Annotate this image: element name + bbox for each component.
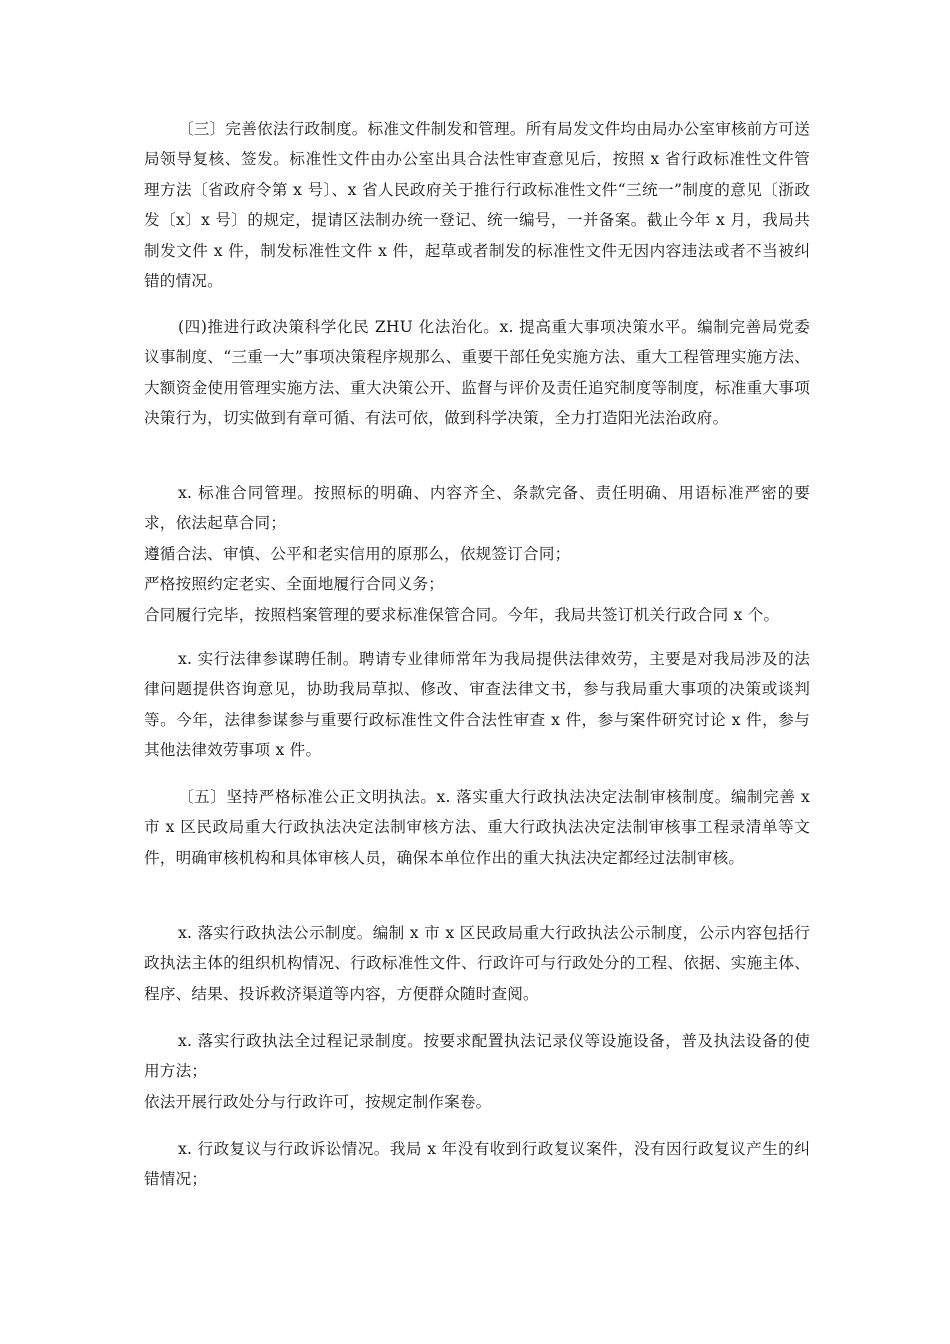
paragraph-section-5: [144, 782, 810, 873]
paragraph-enforcement-disclosure: [144, 918, 810, 1009]
paragraph-text: x. 落实行政执法公示制度。编制 x 市 x 区民政局重大行政执法公示制度，公示内容包括行政执法主体的组织机构情况、行政标准性文件、行政许可与行政处分的工程、依据、实施主体、程序、结果、投诉救济渠道等内容，方便群众随时查阅。: [144, 924, 810, 1003]
paragraph-line: 严格按照约定老实、全面地履行合同义务；: [144, 575, 445, 594]
paragraph-contract-management: [144, 478, 810, 630]
paragraph-line: 合同履行完毕，按照档案管理的要求标准保管合同。今年，我局共签订机关行政合同 x 个。: [144, 605, 780, 624]
paragraph-line: 依法开展行政处分与行政许可，按规定制作案卷。: [144, 1092, 492, 1111]
paragraph-section-4: [144, 312, 810, 434]
paragraph-text: x. 实行法律参谋聘任制。聘请专业律师常年为我局提供法律效劳，主要是对我局涉及的法律问题提供咨询意见，协助我局草拟、修改、审查法律文书，参与我局重大事项的决策或谈判等。今年，法律参谋参与重要行政标准性文件合法性审查 x 件，参与案件研究讨论 x 件，参与其他法律效劳事项 x 件。: [144, 650, 810, 760]
paragraph-text: x. 落实行政执法全过程记录制度。按要求配置执法记录仪等设施设备，普及执法设备的使用方法；: [144, 1032, 810, 1081]
paragraph-text: x. 标准合同管理。按照标的明确、内容齐全、条款完备、责任明确、用语标准严密的要求，依法起草合同；: [144, 484, 810, 533]
paragraph-text: (四)推进行政决策科学化民 ZHU 化法治化。x. 提高重大事项决策水平。编制完善局党委议事制度、“三重一大”事项决策程序规那么、重要干部任免实施方法、重大工程管理实施方法、大额资金使用管理实施方法、重大决策公开、监督与评价及责任追究制度等制度，标准重大事项决策行为，切实做到有章可循、有法可依，做到科学决策，全力打造阳光法治政府。: [144, 318, 810, 428]
paragraph-review-litigation: [144, 1134, 810, 1195]
paragraph-text: x. 行政复议与行政诉讼情况。我局 x 年没有收到行政复议案件，没有因行政复议产生的纠错情况；: [144, 1140, 810, 1189]
paragraph-line: 遵循合法、审慎、公平和老实信用的原那么，依规签订合同；: [144, 544, 571, 563]
paragraph-section-3: [144, 114, 810, 296]
paragraph-legal-advisor: [144, 644, 810, 766]
paragraph-text: 〔五〕坚持严格标准公正文明执法。x. 落实重大行政执法决定法制审核制度。编制完善 x 市 x 区民政局重大行政执法决定法制审核方法、重大行政执法决定法制审核事工程录清单等文件，明确审核机构和具体审核人员，确保本单位作出的重大执法决定都经过法制审核。: [144, 788, 810, 867]
paragraph-enforcement-recording: [144, 1026, 810, 1117]
paragraph-text: 〔三〕完善依法行政制度。标准文件制发和管理。所有局发文件均由局办公室审核前方可送局领导复核、签发。标准性文件由办公室出具合法性审查意见后，按照 x 省行政标准性文件管理方法〔省政府令第 x 号〕、x 省人民政府关于推行行政标准性文件“三统一”制度的意见〔浙政发〔x〕x 号〕的规定，提请区法制办统一登记、统一编号，一并备案。截止今年 x 月，我局共制发文件 x 件，制发标准性文件 x 件，起草或者制发的标准性文件无因内容违法或者不当被纠错的情况。: [144, 120, 810, 291]
